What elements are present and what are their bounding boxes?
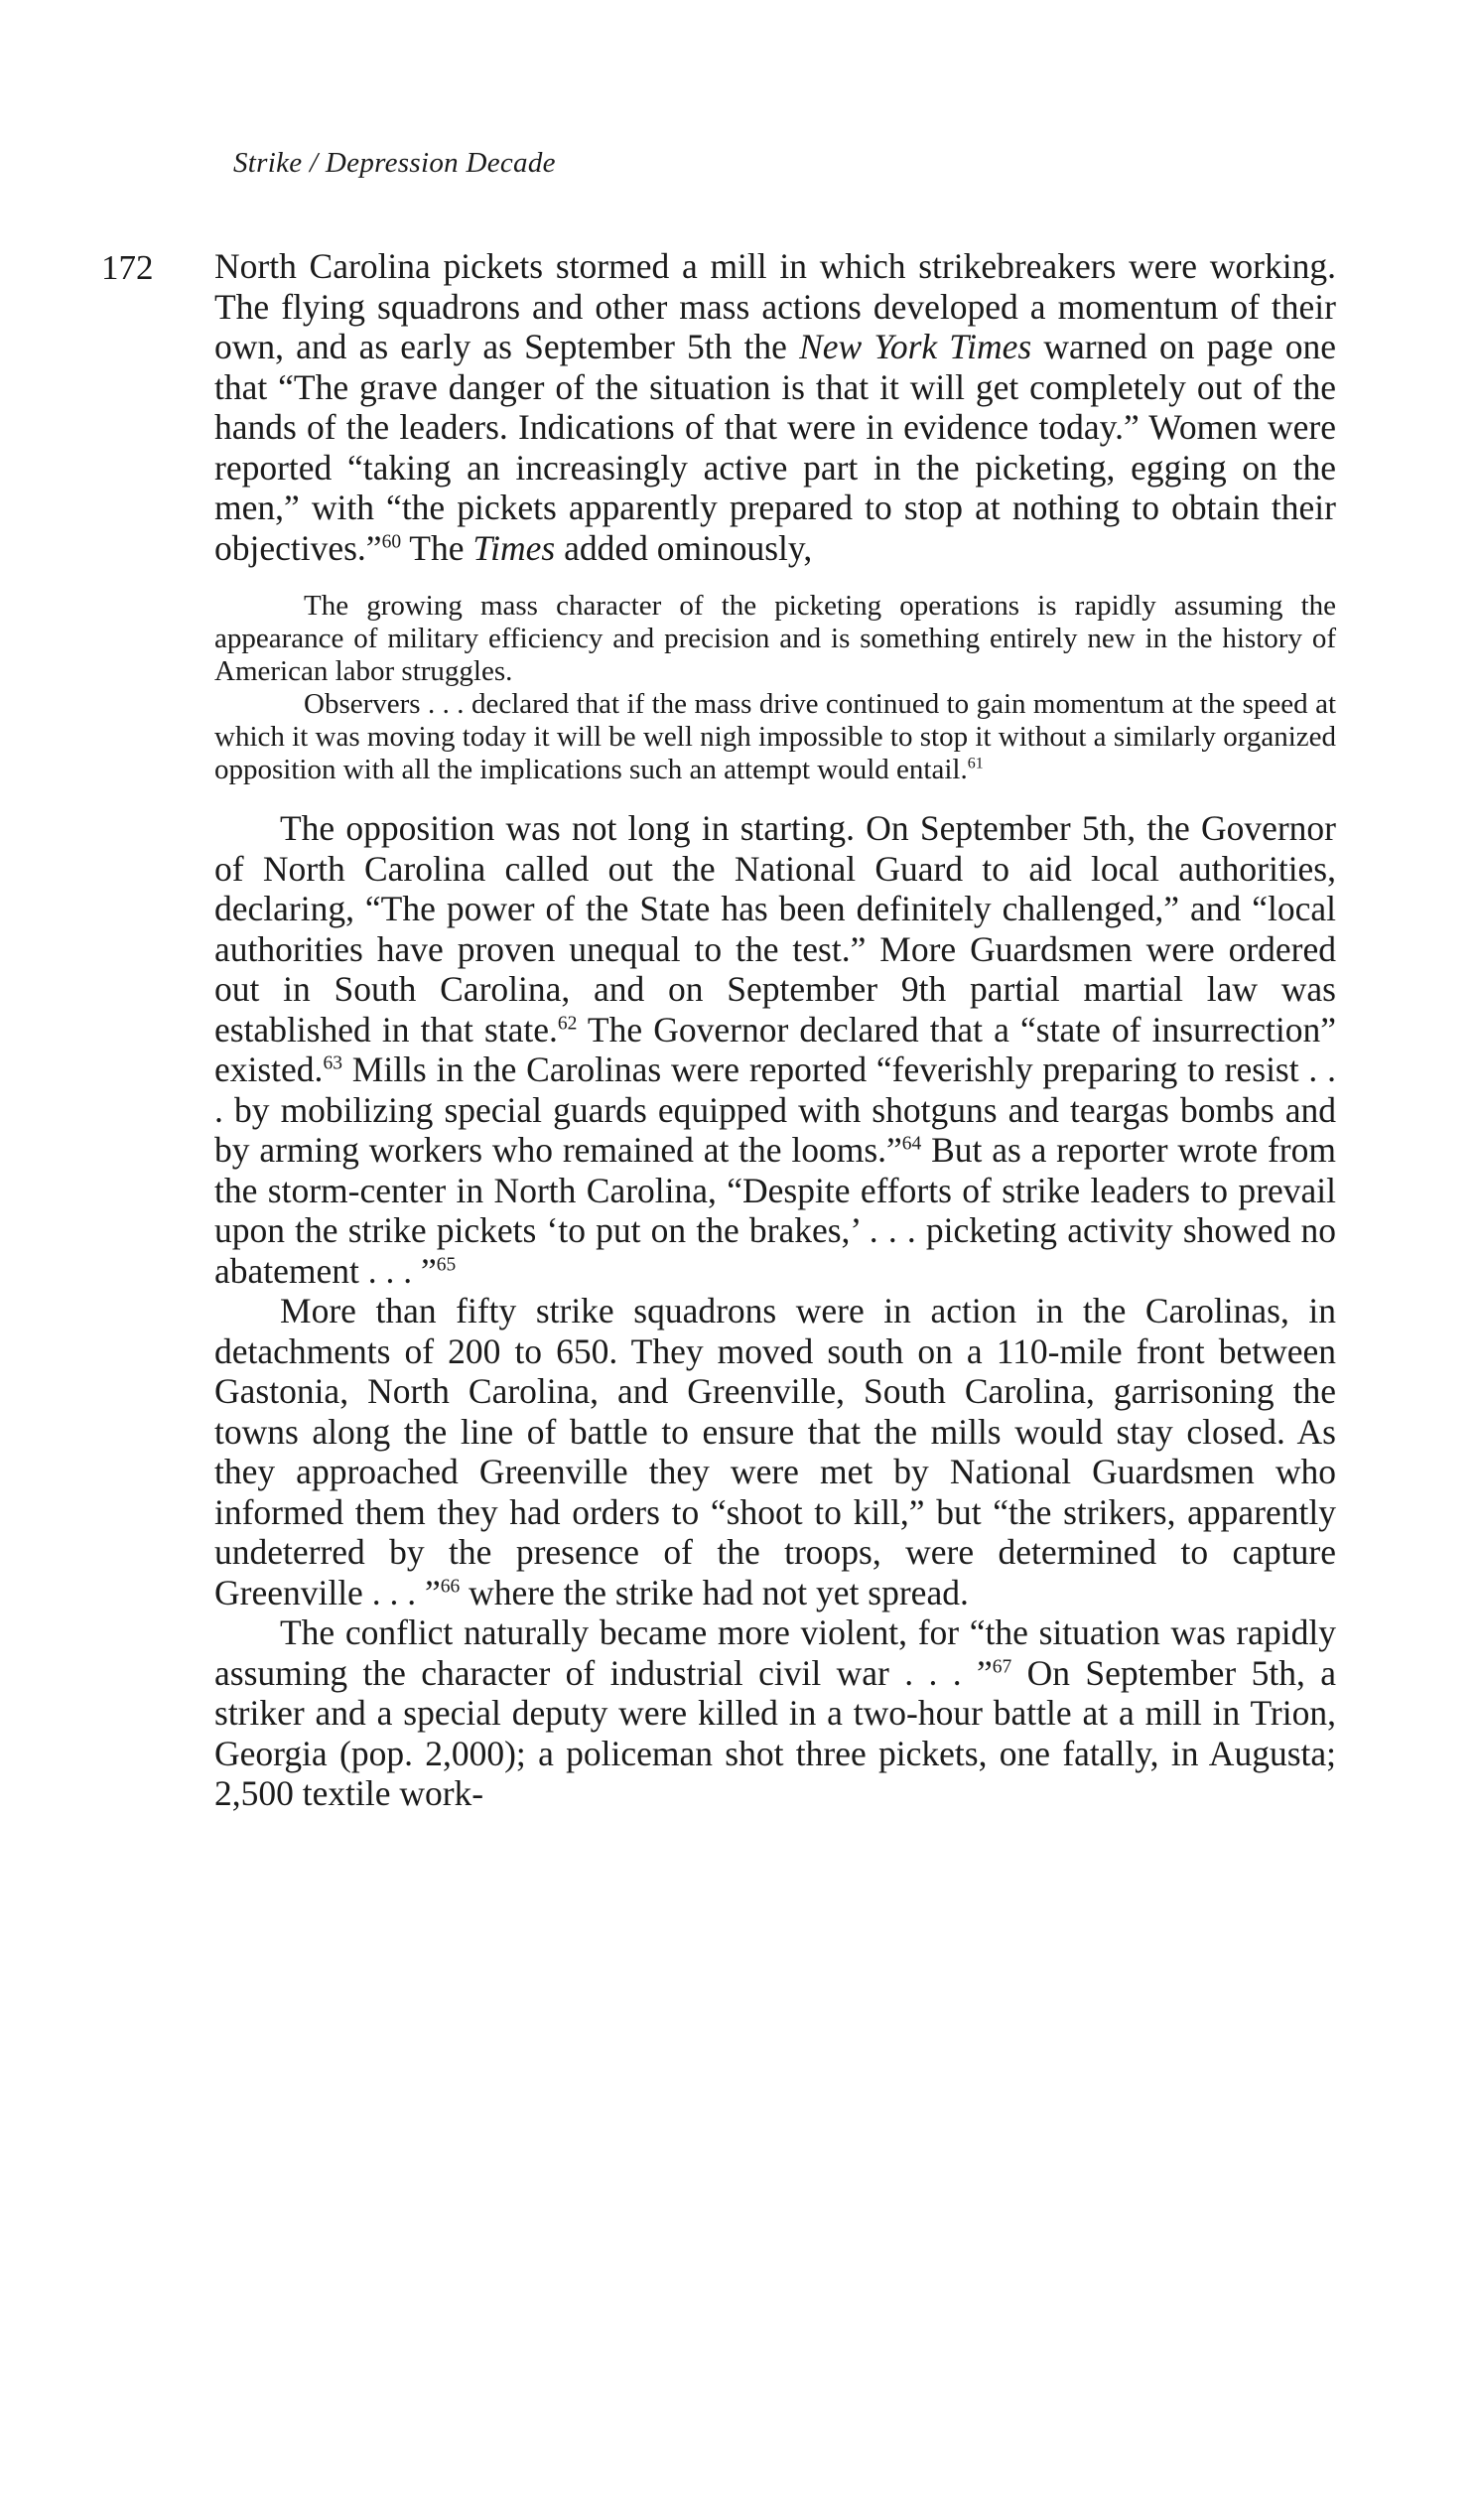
footnote-ref-66: 66 — [440, 1575, 461, 1597]
quote-paragraph-1: The growing mass character of the picketing operations is rapidly assuming the appearance of military efficiency and precision and is something entirely new in the history of American labor struggles. — [214, 590, 1336, 687]
paragraph-4: The conflict naturally became more violent, for “the situation was rapidly assuming the character of industrial civil war . . . ”$^{67}$ On September 5th, a striker and a special deputy were killed in a two-hour battle at a mill in Trion, Georgia (pop. 2,000); a policeman shot three pickets, one fatally, in Augusta; 2,500 textile work- — [214, 1612, 1336, 1813]
footnote-ref-67: 67 — [992, 1655, 1012, 1677]
newspaper-title: New York Times — [799, 327, 1032, 366]
quote-paragraph-2: Observers . . . declared that if the mass drive continued to gain momentum at the speed at which it was moving today it will be well nigh impossible to stop it without a similarly organized opposition with all the implications such an attempt would entail.$^{61}$ — [214, 688, 1336, 785]
page-number: 172 — [101, 248, 154, 287]
footnote-ref-60: 60 — [381, 530, 402, 552]
footnote-ref-65: 65 — [436, 1253, 457, 1275]
paragraph-3: More than fifty strike squadrons were in action in the Carolinas, in detachments of 200 to 650. They moved south on a 110-mile front between Gastonia, North Carolina, and Greenville, South Carolina, garrisoning the towns along the line of battle to ensure that the mills would stay closed. As they approached Greenville they were met by National Guardsmen who informed them they had orders to “shoot to kill,” but “the strikers, apparently undeterred by the presence of the troops, were determined to capture Greenville . . . ”$^{66}$ where the strike had not yet spread. — [214, 1291, 1336, 1612]
block-quote — [214, 590, 1336, 786]
footnote-ref-61: 61 — [967, 755, 984, 772]
body-text — [214, 246, 1336, 1814]
newspaper-title: Times — [472, 527, 556, 568]
footnote-ref-62: 62 — [557, 1012, 578, 1034]
paragraph-1: North Carolina pickets stormed a mill in which strikebreakers were working. The flying squadrons and other mass actions developed a momentum of their own, and as early as September 5th the New York Times warned on page one that “The grave danger of the situation is that it will get completely out of the hands of the leaders. Indications of that were in evidence today.” Women were reported “taking an increasingly active part in the picketing, egging on the men,” with “the pickets apparently prepared to stop at nothing to obtain their objectives.”$^{60}$ The Times added ominously, — [214, 246, 1337, 568]
running-head: Strike / Depression Decade — [233, 147, 556, 179]
footnote-ref-64: 64 — [901, 1133, 922, 1155]
footnote-ref-63: 63 — [323, 1052, 342, 1074]
paragraph-2: The opposition was not long in starting. On September 5th, the Governor of North Carolina called out the National Guard to aid local authorities, declaring, “The power of the State has been definitely challenged,” and “local authorities have proven unequal to the test.” More Guardsmen were ordered out in South Carolina, and on September 9th partial martial law was established in that state.$^{62}$ The Governor declared that a “state of insurrection” existed.$^{63}$ Mills in the Carolinas were reported “feverishly preparing to resist . . . by mobilizing special guards equipped with shotguns and teargas bombs and by arming workers who remained at the looms.”$^{64}$ But as a reporter wrote from the storm-center in North Carolina, “Despite efforts of strike leaders to prevail upon the strike pickets ‘to put on the brakes,’ . . . picketing activity showed no abatement . . . ”$^{65}$ — [214, 808, 1336, 1291]
